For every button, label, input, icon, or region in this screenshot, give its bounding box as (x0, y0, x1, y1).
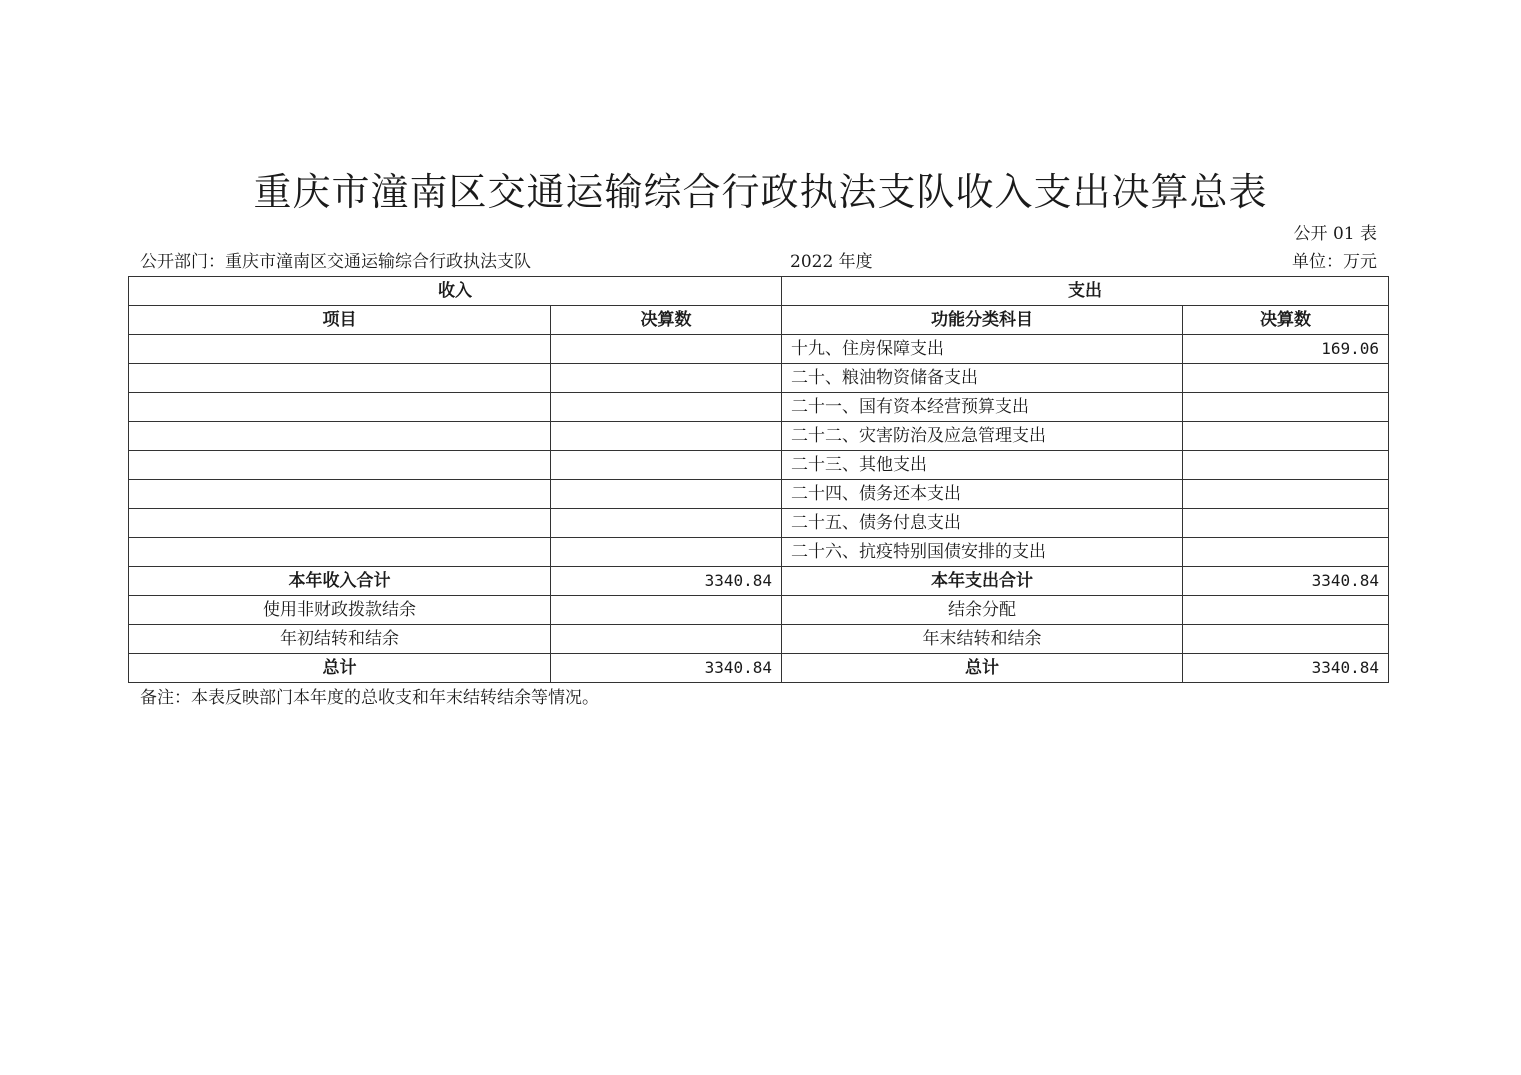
department-label: 公开部门：重庆市潼南区交通运输综合行政执法支队 (140, 252, 531, 272)
income-item-cell (129, 509, 551, 538)
expense-item-cell: 二十二、灾害防治及应急管理支出 (782, 422, 1183, 451)
expense-header: 支出 (782, 277, 1389, 306)
income-amount-cell (551, 509, 782, 538)
unit-label: 单位：万元 (1292, 252, 1377, 272)
page-title: 重庆市潼南区交通运输综合行政执法支队收入支出决算总表 (253, 170, 1268, 214)
table-group-header-row (129, 277, 1389, 306)
income-amount-cell (551, 335, 782, 364)
expense-amount-cell (1183, 393, 1389, 422)
grand-total-row (129, 654, 1389, 683)
income-amount-cell (551, 393, 782, 422)
income-item-cell (129, 538, 551, 567)
income-item-header: 项目 (129, 306, 551, 335)
opening-carryover-label: 年初结转和结余 (129, 625, 551, 654)
table-row (129, 509, 1389, 538)
form-number: 公开 01 表 (1293, 224, 1377, 244)
expense-amount-cell (1183, 422, 1389, 451)
surplus-distribution-label: 结余分配 (782, 596, 1183, 625)
income-item-cell (129, 364, 551, 393)
expense-amount-cell (1183, 364, 1389, 393)
surplus-row (129, 596, 1389, 625)
expense-grand-total-label: 总计 (782, 654, 1183, 683)
opening-carryover-amount (551, 625, 782, 654)
closing-carryover-amount (1183, 625, 1389, 654)
table-row (129, 422, 1389, 451)
income-amount-cell (551, 538, 782, 567)
table-row (129, 364, 1389, 393)
expense-amount-header: 决算数 (1183, 306, 1389, 335)
income-amount-cell (551, 364, 782, 393)
income-item-cell (129, 393, 551, 422)
non-fiscal-surplus-amount (551, 596, 782, 625)
income-expense-table (128, 276, 1389, 683)
closing-carryover-label: 年末结转和结余 (782, 625, 1183, 654)
income-grand-total-amount: 3340.84 (551, 654, 782, 683)
table-row (129, 335, 1389, 364)
table-row (129, 451, 1389, 480)
carryover-row (129, 625, 1389, 654)
table-column-header-row (129, 306, 1389, 335)
fiscal-year-label: 2022 年度 (790, 252, 873, 272)
table-row (129, 480, 1389, 509)
income-amount-cell (551, 451, 782, 480)
table-row (129, 538, 1389, 567)
expense-item-cell: 二十、粮油物资储备支出 (782, 364, 1183, 393)
income-amount-cell (551, 480, 782, 509)
income-total-label: 本年收入合计 (129, 567, 551, 596)
expense-grand-total-amount: 3340.84 (1183, 654, 1389, 683)
income-item-cell (129, 335, 551, 364)
expense-total-label: 本年支出合计 (782, 567, 1183, 596)
expense-amount-cell (1183, 480, 1389, 509)
income-item-cell (129, 422, 551, 451)
expense-item-cell: 二十六、抗疫特别国债安排的支出 (782, 538, 1183, 567)
income-grand-total-label: 总计 (129, 654, 551, 683)
expense-amount-cell (1183, 538, 1389, 567)
income-item-cell (129, 451, 551, 480)
income-total-amount: 3340.84 (551, 567, 782, 596)
expense-item-cell: 二十五、债务付息支出 (782, 509, 1183, 538)
income-item-cell (129, 480, 551, 509)
footnote: 备注：本表反映部门本年度的总收支和年末结转结余等情况。 (140, 688, 599, 708)
expense-category-header: 功能分类科目 (782, 306, 1183, 335)
expense-item-cell: 二十四、债务还本支出 (782, 480, 1183, 509)
income-header: 收入 (129, 277, 782, 306)
expense-total-amount: 3340.84 (1183, 567, 1389, 596)
expense-amount-cell (1183, 509, 1389, 538)
surplus-distribution-amount (1183, 596, 1389, 625)
annual-total-row (129, 567, 1389, 596)
expense-amount-cell: 169.06 (1183, 335, 1389, 364)
income-amount-cell (551, 422, 782, 451)
expense-item-cell: 二十一、国有资本经营预算支出 (782, 393, 1183, 422)
income-amount-header: 决算数 (551, 306, 782, 335)
expense-item-cell: 二十三、其他支出 (782, 451, 1183, 480)
expense-item-cell: 十九、住房保障支出 (782, 335, 1183, 364)
table-row (129, 393, 1389, 422)
expense-amount-cell (1183, 451, 1389, 480)
non-fiscal-surplus-label: 使用非财政拨款结余 (129, 596, 551, 625)
